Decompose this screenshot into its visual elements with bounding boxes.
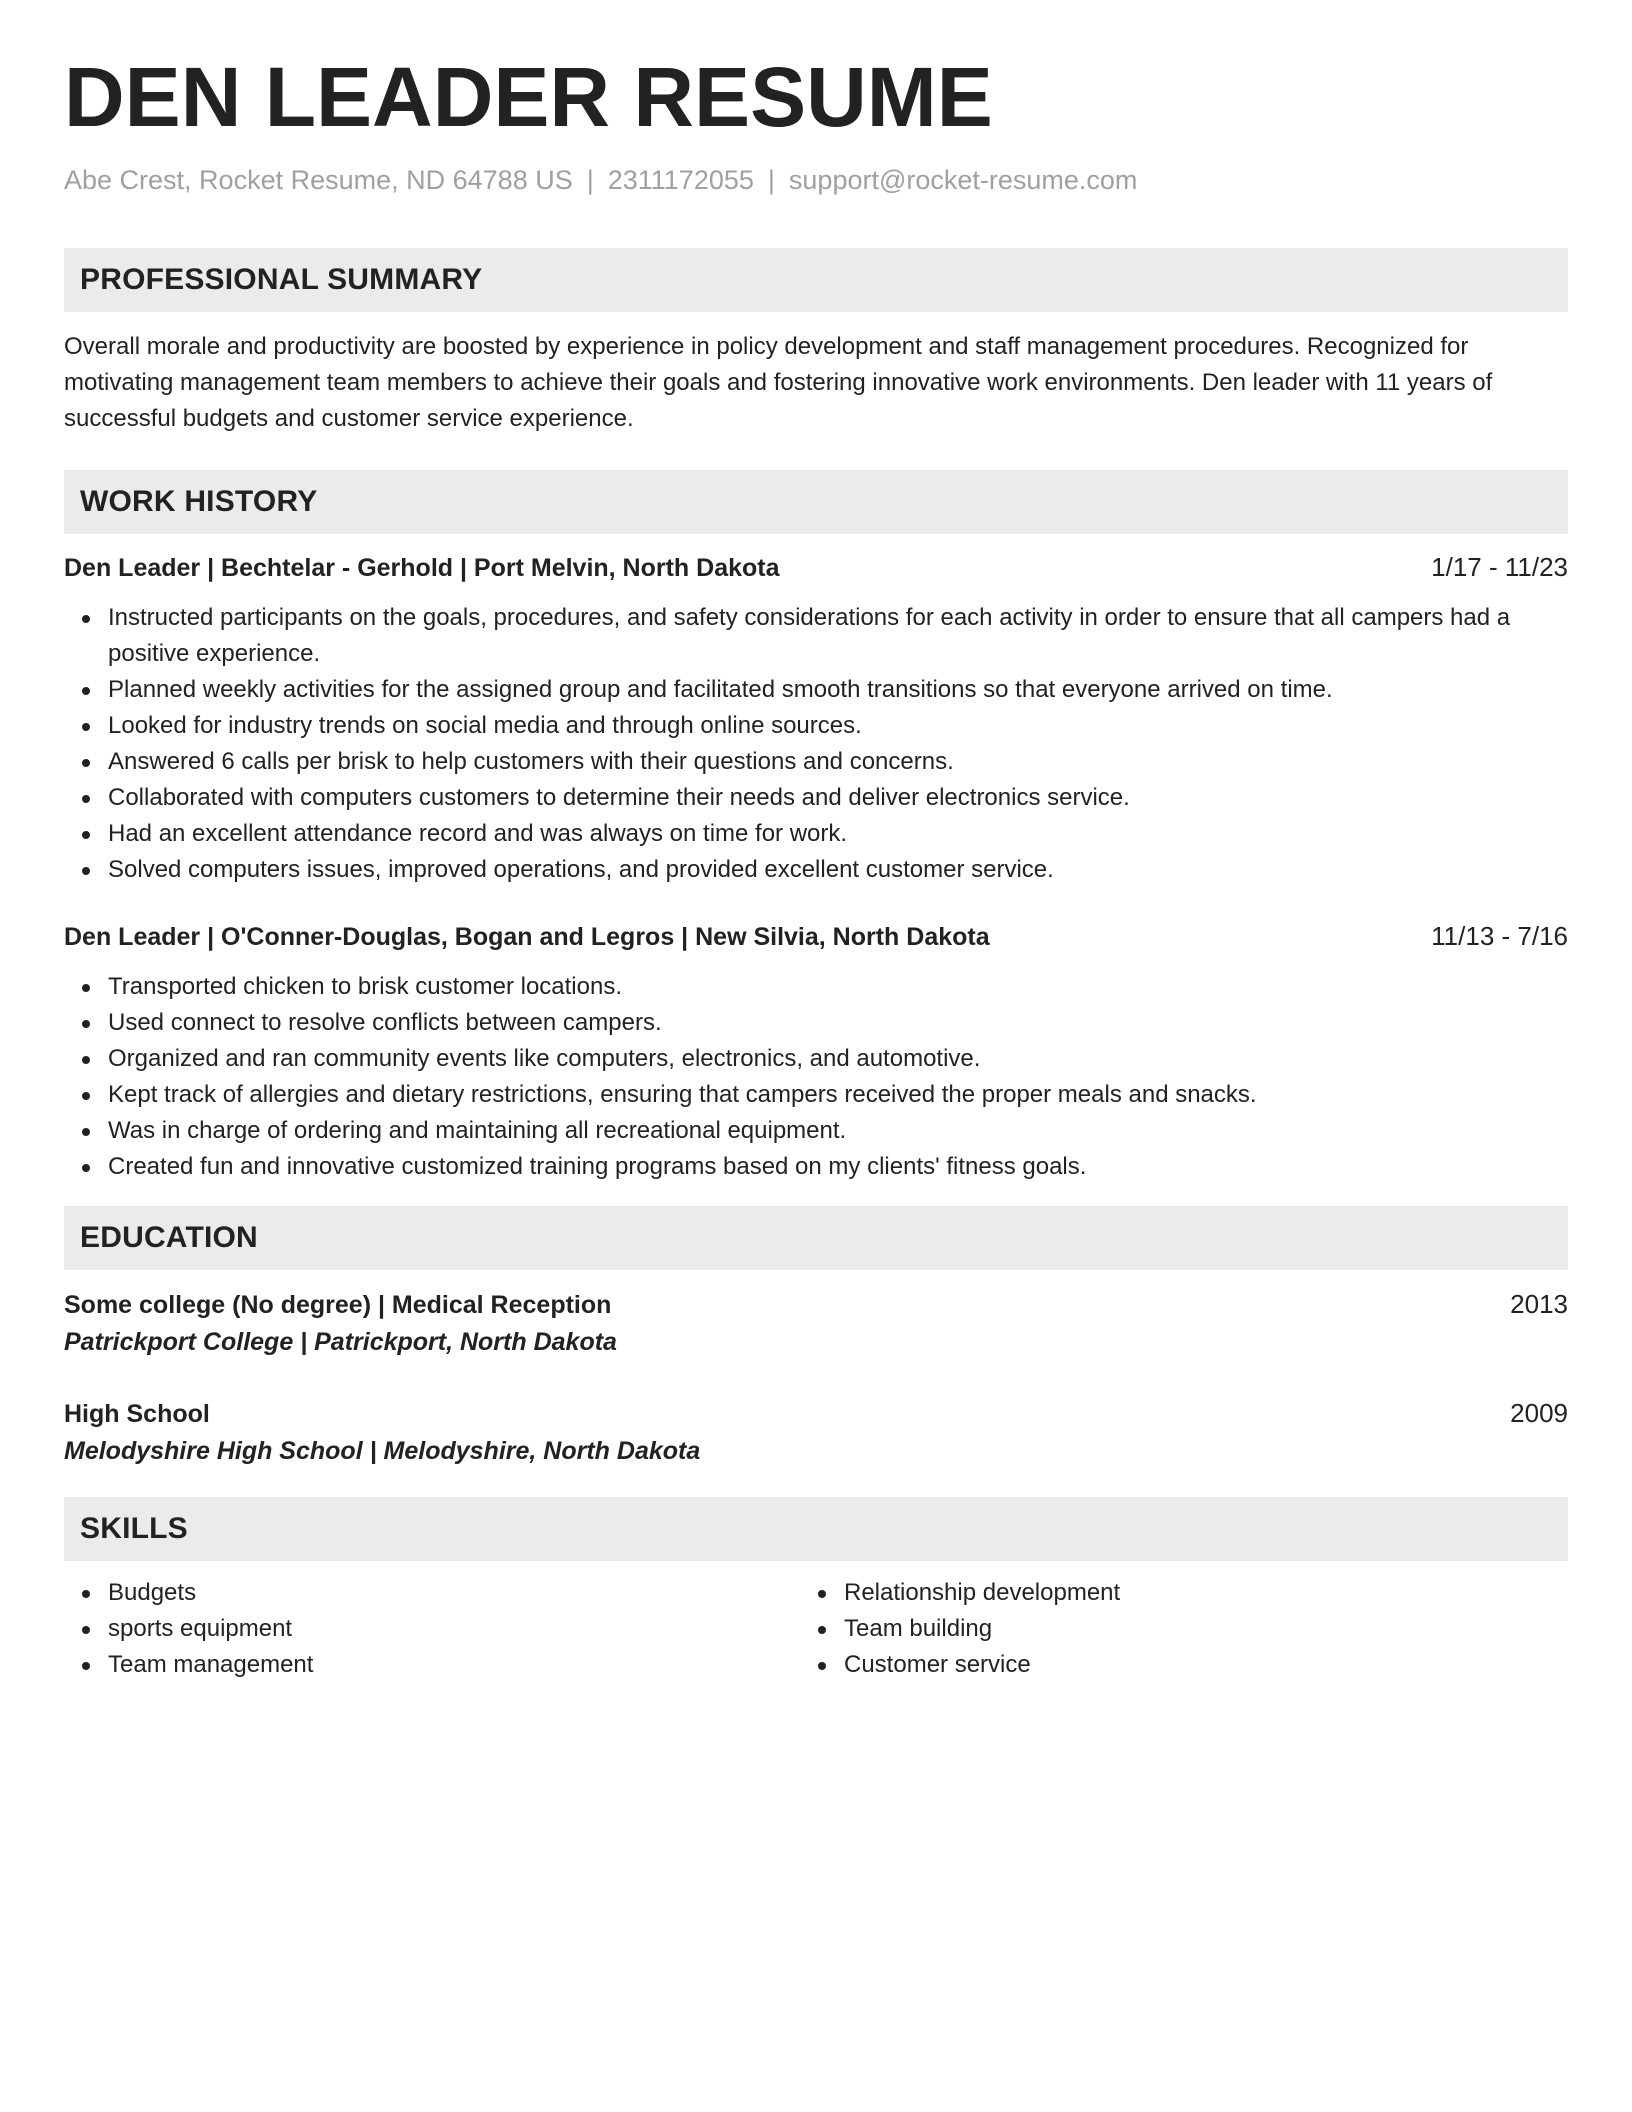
job-title: Den Leader | Bechtelar - Gerhold | Port Melvin, North Dakota (64, 554, 780, 583)
education-year: 2013 (1510, 1289, 1568, 1320)
job-bullet-list (64, 600, 1568, 888)
education-entry (64, 1286, 1568, 1361)
skill-item: Team management (108, 1647, 800, 1683)
job-bullet: Solved computers issues, improved operations, and provided excellent customer service. (108, 852, 1568, 888)
skills-list-left (64, 1575, 800, 1683)
job-bullet: Was in charge of ordering and maintaining all recreational equipment. (108, 1113, 1568, 1149)
job-entry (64, 549, 1568, 888)
job-bullet: Looked for industry trends on social media and through online sources. (108, 708, 1568, 744)
skills-list-right (800, 1575, 1536, 1683)
resume-title: DEN LEADER RESUME (64, 50, 993, 144)
education-header (64, 1286, 1568, 1323)
job-bullet: Had an excellent attendance record and was always on time for work. (108, 816, 1568, 852)
contact-separator: | (586, 165, 594, 195)
job-header (64, 549, 1568, 586)
skills-columns (64, 1575, 1568, 1683)
contact-phone: 2311172055 (607, 165, 754, 195)
job-bullet: Created fun and innovative customized training programs based on my clients' fitness goals. (108, 1149, 1568, 1185)
job-bullet: Kept track of allergies and dietary restrictions, ensuring that campers received the proper meals and snacks. (108, 1077, 1568, 1113)
skill-item: Customer service (844, 1647, 1536, 1683)
job-bullet: Collaborated with computers customers to determine their needs and deliver electronics service. (108, 780, 1568, 816)
job-bullet: Planned weekly activities for the assigned group and facilitated smooth transitions so that everyone arrived on time. (108, 672, 1568, 708)
skill-item: sports equipment (108, 1611, 800, 1647)
skill-item: Relationship development (844, 1575, 1536, 1611)
skills-section-heading: SKILLS (64, 1497, 1568, 1561)
job-dates: 1/17 - 11/23 (1431, 552, 1568, 583)
skill-item: Team building (844, 1611, 1536, 1647)
job-title: Den Leader | O'Conner-Douglas, Bogan and Legros | New Silvia, North Dakota (64, 923, 990, 952)
job-bullet: Organized and ran community events like computers, electronics, and automotive. (108, 1041, 1568, 1077)
job-dates: 11/13 - 7/16 (1431, 921, 1568, 952)
education-section-heading: EDUCATION (64, 1206, 1568, 1270)
work-history-section-heading: WORK HISTORY (64, 470, 1568, 534)
education-entry (64, 1395, 1568, 1470)
summary-text: Overall morale and productivity are boosted by experience in policy development and staff management procedures. Recognized for motivating management team members to achieve their goals and fostering innovative work environments. Den leader with 11 years of successful budgets and customer service experience. (64, 333, 1493, 433)
skill-item: Budgets (108, 1575, 800, 1611)
contact-address: Abe Crest, Rocket Resume, ND 64788 US (64, 165, 573, 195)
job-bullet: Answered 6 calls per brisk to help customers with their questions and concerns. (108, 744, 1568, 780)
contact-separator: | (767, 165, 775, 195)
contact-line (64, 164, 1568, 196)
job-header (64, 918, 1568, 955)
education-school: Patrickport College | Patrickport, North Dakota (64, 1328, 617, 1357)
job-bullet-list (64, 969, 1568, 1185)
job-bullet: Used connect to resolve conflicts between campers. (108, 1005, 1568, 1041)
job-bullet: Instructed participants on the goals, procedures, and safety considerations for each activity in order to ensure that all campers had a positive experience. (108, 600, 1568, 672)
job-entry (64, 918, 1568, 1185)
job-bullet: Transported chicken to brisk customer locations. (108, 969, 1568, 1005)
education-degree: High School (64, 1400, 210, 1429)
education-school: Melodyshire High School | Melodyshire, North Dakota (64, 1437, 701, 1466)
education-header (64, 1395, 1568, 1432)
summary-section-heading: PROFESSIONAL SUMMARY (64, 248, 1568, 312)
education-degree: Some college (No degree) | Medical Reception (64, 1291, 612, 1320)
education-year: 2009 (1510, 1398, 1568, 1429)
contact-email: support@rocket-resume.com (788, 165, 1138, 195)
